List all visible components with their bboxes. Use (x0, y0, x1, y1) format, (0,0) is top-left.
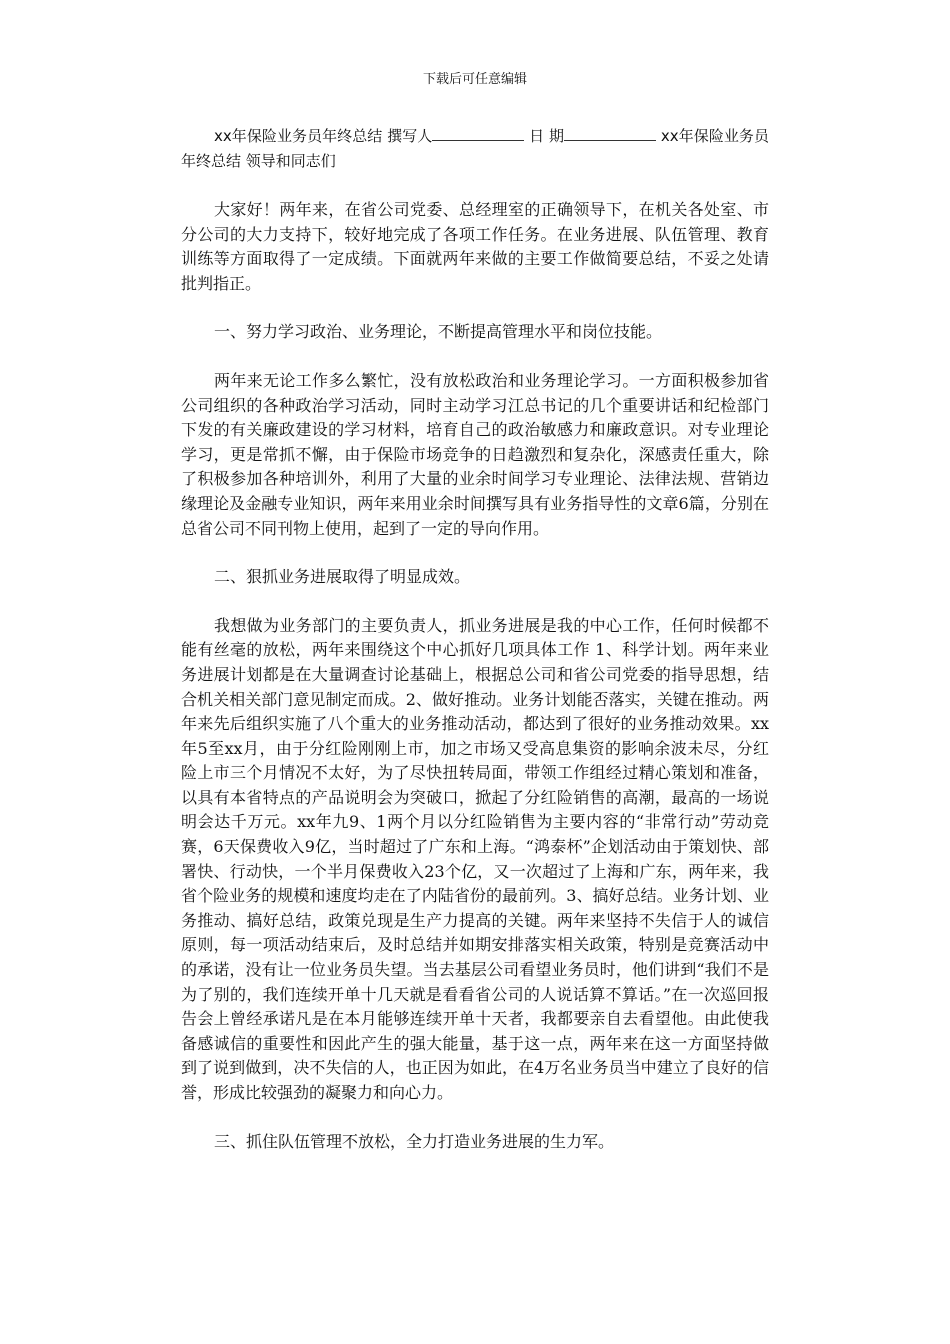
section-heading: 二、狠抓业务进展取得了明显成效。 (214, 567, 471, 587)
document-body (181, 124, 769, 1178)
title-text-repeat: xx年保险业务员年终总结 领导和同志们 (181, 127, 769, 170)
body-paragraph: 两年来无论工作多么繁忙，没有放松政治和业务理论学习。一方面积极参加省公司组织的各种政治学习活动，同时主动学习江总书记的几个重要讲话和纪检部门下发的有关廉政建设的学习材料，培育自己的政治敏感力和廉政意识。对专业理论学习，更是常抓不懈，由于保险市场竞争的日趋激烈和复杂化，深感责任重大，除了积极参加各种培训外，利用了大量的业余时间学习专业理论、法律法规、营销边缘理论及金融专业知识，两年来用业余时间撰写具有业务指导性的文章6篇，分别在总省公司不同刊物上使用，起到了一定的导向作用。 (181, 370, 769, 538)
document-title-line (181, 124, 769, 174)
section-heading: 三、抓住队伍管理不放松，全力打造业务进展的生力军。 (214, 1131, 615, 1151)
page-header: 下载后可任意编辑 (422, 72, 527, 87)
date-label: 日 期 (524, 127, 565, 145)
section-heading: 一、努力学习政治、业务理论，不断提高管理水平和岗位技能。 (214, 322, 663, 342)
title-text: xx年保险业务员年终总结 撰写人 (214, 127, 433, 145)
body-paragraph: 大家好！两年来，在省公司党委、总经理室的正确领导下，在机关各处室、市分公司的大力支持下，较好地完成了各项工作任务。在业务进展、队伍管理、教育训练等方面取得了一定成绩。下面就两年来做的主要工作做简要总结，不妥之处请批判指正。 (181, 200, 769, 293)
body-paragraph: 我想做为业务部门的主要负责人，抓业务进展是我的中心工作，任何时候都不能有丝毫的放松，两年来围绕这个中心抓好几项具体工作 1、科学计划。两年来业务进展计划都是在大量调查讨论基础上，根据总公司和省公司党委的指导思想，结合机关相关部门意见制定而成。2、做好推动。业务计划能否落实，关键在推动。两年来先后组织实施了八个重大的业务推动活动，都达到了很好的业务推动效果。xx年5至xx月，由于分红险刚刚上市，加之市场又受高息集资的影响余波未尽，分红险上市三个月情况不太好，为了尽快扭转局面，带领工作组经过精心策划和准备，以具有本省特点的产品说明会为突破口，掀起了分红险销售的高潮，最高的一场说明会达千万元。xx年九9、1两个月以分红险销售为主要内容的“非常行动”劳动竞赛，6天保费收入9亿，当时超过了广东和上海。“鸿泰杯”企划活动由于策划快、部署快、行动快，一个半月保费收入23个亿，又一次超过了上海和广东，两年来，我省个险业务的规模和速度均走在了内陆省份的最前列。3、搞好总结。业务计划、业务推动、搞好总结，政策兑现是生产力提高的关键。两年来坚持不失信于人的诚信原则，每一项活动结束后，及时总结并如期安排落实相关政策，特别是竞赛活动中的承诺，没有让一位业务员失望。当去基层公司看望业务员时，他们讲到“我们不是为了别的，我们连续开单十几天就是看看省公司的人说话算不算话。”在一次巡回报告会上曾经承诺凡是在本月能够连续开单十天者，我都要亲自去看望他。由此使我备感诚信的重要性和因此产生的强大能量，基于这一点，两年来在这一方面坚持做到了说到做到，决不失信的人，也正因为如此，在4万名业务员当中建立了良好的信誉，形成比较强劲的凝聚力和向心力。 (181, 615, 769, 1102)
author-blank (432, 125, 524, 141)
date-blank (564, 125, 656, 141)
